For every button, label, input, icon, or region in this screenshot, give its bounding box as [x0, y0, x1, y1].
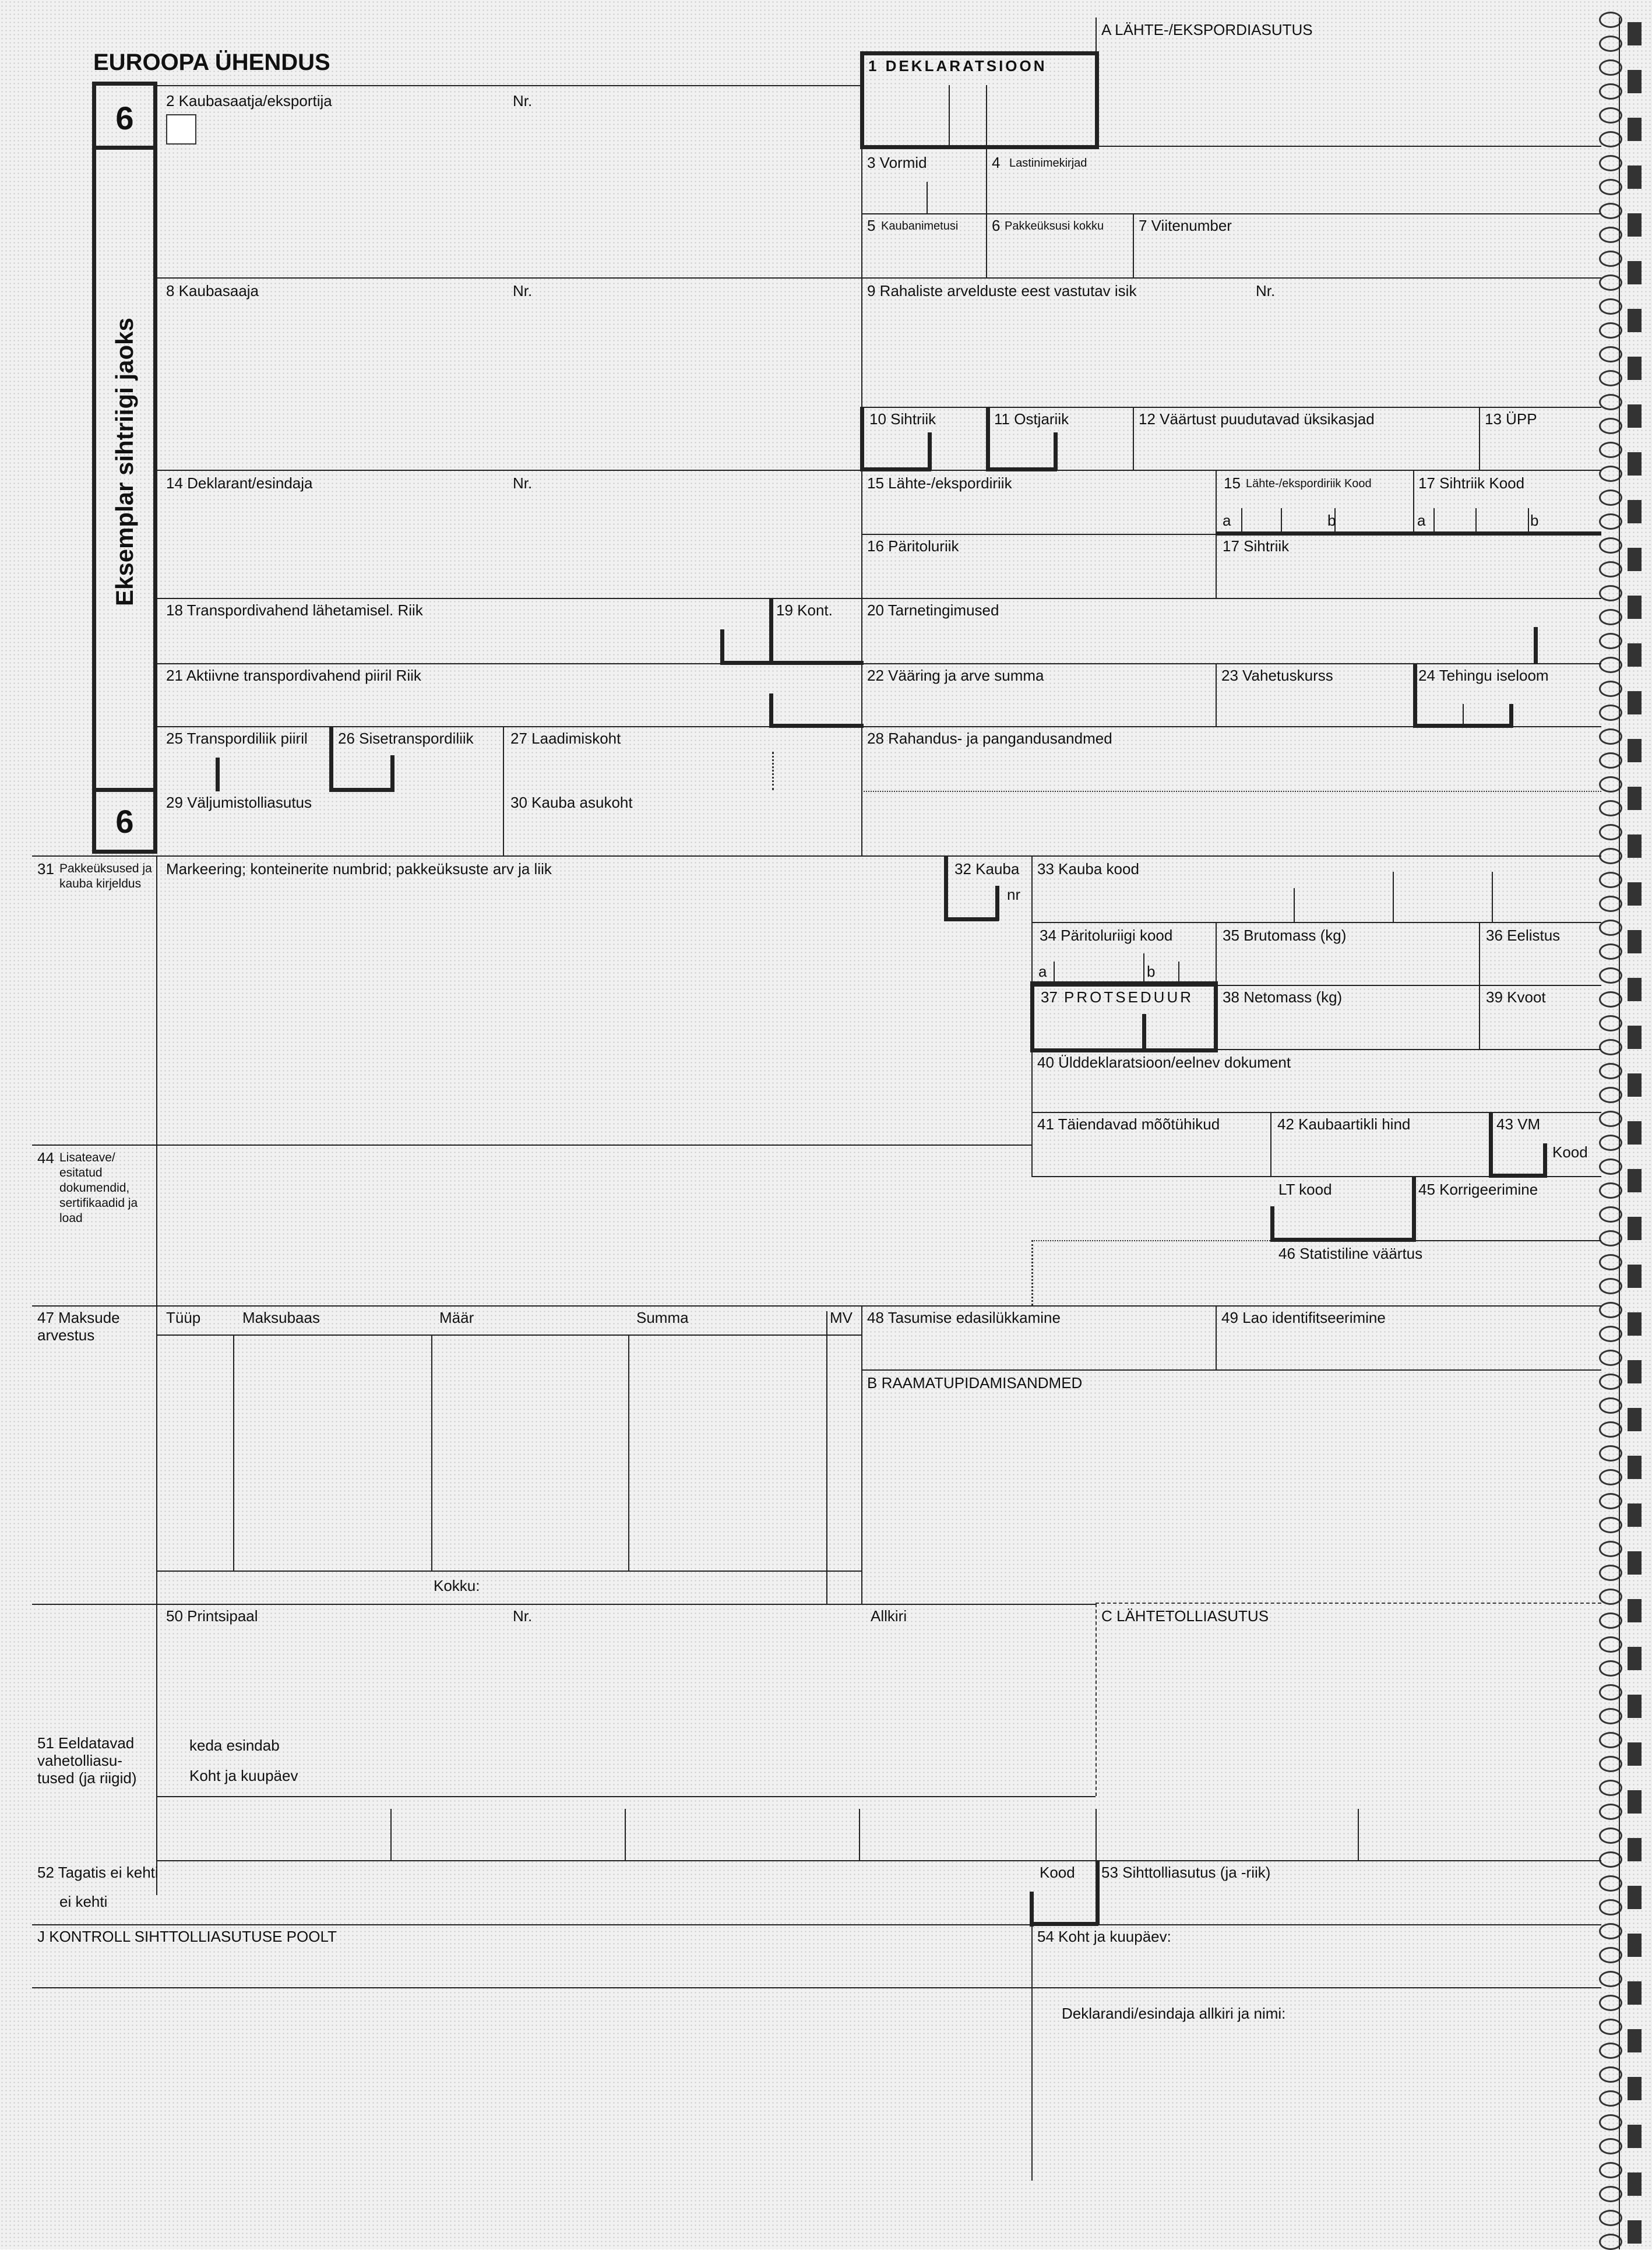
box-43-label: 43 VM	[1496, 1115, 1541, 1133]
box-52-ei-kehti: ei kehti	[59, 1893, 108, 1910]
margin-mark	[1628, 1599, 1642, 1622]
margin-mark	[1628, 1790, 1642, 1814]
keda-esindab: keda esindab	[189, 1737, 280, 1754]
margin-mark	[1628, 1217, 1642, 1240]
box-8-label: 8 Kaubasaaja	[166, 282, 259, 300]
margin-mark	[1628, 1886, 1642, 1909]
box-31-label: Pakkeüksused ja kauba kirjeldus	[59, 862, 152, 890]
box-51-label: 51 Eeldatavad vahetolliasu- tused (ja riigid)	[37, 1734, 137, 1787]
exporter-checkbox[interactable]	[166, 114, 196, 145]
margin-mark	[1628, 978, 1642, 1001]
box-50-allkiri: Allkiri	[871, 1607, 907, 1625]
margin-mark	[1628, 213, 1642, 237]
box-20-label: 20 Tarnetingimused	[867, 601, 999, 619]
box-34-b: b	[1147, 963, 1156, 980]
box-11-label: 11 Ostjariik	[994, 410, 1069, 428]
box-54-signature: Deklarandi/esindaja allkiri ja nimi:	[1062, 2005, 1286, 2022]
col-maksubaas: Maksubaas	[242, 1309, 320, 1326]
margin-mark	[1628, 787, 1642, 810]
box-37-num: 37	[1041, 988, 1058, 1006]
box-29-label: 29 Väljumistolliasutus	[166, 794, 312, 811]
koht-kuupaev-50: Koht ja kuupäev	[189, 1767, 298, 1784]
box-17-b: b	[1530, 512, 1539, 529]
margin-mark	[1628, 691, 1642, 714]
margin-mark	[1628, 643, 1642, 667]
box-24-label: 24 Tehingu iseloom	[1418, 667, 1549, 684]
margin-mark	[1628, 1312, 1642, 1336]
margin-mark	[1628, 2077, 1642, 2100]
margin-mark	[1628, 1981, 1642, 2005]
margin-mark	[1628, 1408, 1642, 1431]
box-14-label: 14 Deklarant/esindaja	[166, 474, 313, 492]
box-3-label: 3 Vormid	[867, 154, 927, 171]
margin-mark	[1628, 834, 1642, 858]
box-10-label: 10 Sihtriik	[869, 410, 936, 428]
box-c-label: C LÄHTETOLLIASUTUS	[1101, 1607, 1269, 1625]
box-a-label: A LÄHTE-/EKSPORDIASUTUS	[1101, 21, 1313, 38]
margin-mark	[1628, 166, 1642, 189]
box-45-lt-kood: LT kood	[1278, 1181, 1332, 1198]
col-mv: MV	[830, 1309, 853, 1326]
box-j-label: J KONTROLL SIHTTOLLIASUTUSE POOLT	[37, 1928, 337, 1945]
margin-mark	[1628, 1934, 1642, 1957]
box-28-label: 28 Rahandus- ja pangandusandmed	[867, 730, 1112, 747]
box-32-nr: nr	[1007, 886, 1021, 903]
margin-mark	[1628, 1265, 1642, 1288]
margin-mark	[1628, 1073, 1642, 1097]
margin-mark	[1628, 1503, 1642, 1527]
margin-mark	[1628, 1695, 1642, 1718]
box-17-code-label: 17 Sihtriik Kood	[1418, 474, 1525, 492]
box-33-label: 33 Kauba kood	[1037, 860, 1139, 878]
box-34-a: a	[1038, 963, 1047, 980]
form-title: EUROOPA ÜHENDUS	[93, 50, 330, 75]
kokku-label: Kokku:	[434, 1577, 480, 1594]
margin-mark	[1628, 1169, 1642, 1192]
box-45-label: 45 Korrigeerimine	[1418, 1181, 1538, 1198]
box-17b-label: 17 Sihtriik	[1223, 537, 1290, 555]
margin-mark	[1628, 261, 1642, 284]
box-14-nr: Nr.	[513, 474, 533, 492]
box-17-a: a	[1417, 512, 1426, 529]
box-15a-a: a	[1223, 512, 1231, 529]
box-22-label: 22 Vääring ja arve summa	[867, 667, 1044, 684]
box-49-label: 49 Lao identifitseerimine	[1221, 1309, 1386, 1326]
margin-mark	[1628, 2125, 1642, 2148]
margin-mark	[1628, 1838, 1642, 1861]
box-16-label: 16 Päritoluriik	[867, 537, 959, 555]
box-2-label: 2 Kaubasaatja/eksportija	[166, 92, 332, 110]
box-4-label: Lastinimekirjad	[1009, 157, 1087, 170]
box-13-label: 13 ÜPP	[1485, 410, 1537, 428]
col-maar: Määr	[439, 1309, 474, 1326]
box-50-nr: Nr.	[513, 1607, 533, 1625]
margin-mark	[1628, 739, 1642, 762]
box-1-label: 1 DEKLARATSIOON	[868, 57, 1047, 75]
box-53-label: 53 Sihttolliasutus (ja -riik)	[1101, 1864, 1271, 1881]
box-6-num: 6	[992, 217, 1001, 234]
box-15-label: 15 Lähte-/ekspordiriik	[867, 474, 1012, 492]
box-15a-num: 15	[1224, 474, 1241, 492]
box-27-label: 27 Laadimiskoht	[510, 730, 621, 747]
box-44-num: 44	[37, 1149, 54, 1167]
box-5-num: 5	[867, 217, 876, 234]
margin-mark	[1628, 1121, 1642, 1145]
box-9-label: 9 Rahaliste arvelduste eest vastutav isik	[867, 282, 1137, 300]
copy-number-bottom: 6	[115, 803, 134, 840]
box-41-label: 41 Täiendavad mõõtühikud	[1037, 1115, 1220, 1133]
margin-mark	[1628, 1456, 1642, 1479]
margin-mark	[1628, 500, 1642, 523]
margin-mark	[1628, 596, 1642, 619]
box-54-label: 54 Koht ja kuupäev:	[1037, 1928, 1171, 1945]
box-42-label: 42 Kaubaartikli hind	[1277, 1115, 1411, 1133]
box-25-label: 25 Transpordiliik piiril	[166, 730, 308, 747]
copy-number-top: 6	[115, 100, 134, 136]
margin-mark	[1628, 1551, 1642, 1575]
margin-mark	[1628, 930, 1642, 953]
box-b-label: B RAAMATUPIDAMISANDMED	[867, 1374, 1083, 1392]
box-35-label: 35 Brutomass (kg)	[1223, 927, 1347, 944]
box-31-num: 31	[37, 860, 54, 878]
margin-mark	[1628, 548, 1642, 571]
box-34-label: 34 Päritoluriigi kood	[1040, 927, 1173, 944]
box-52-label: 52 Tagatis ei kehti	[37, 1864, 158, 1881]
box-8-nr: Nr.	[513, 282, 533, 300]
margin-mark	[1628, 882, 1642, 906]
col-summa: Summa	[636, 1309, 689, 1326]
margin-mark	[1628, 452, 1642, 476]
box-5-label: Kaubanimetusi	[881, 220, 959, 233]
margin-mark	[1628, 70, 1642, 93]
box-15a-label: Lähte-/ekspordiriik Kood	[1246, 477, 1372, 490]
box-31-text: Markeering; konteinerite numbrid; pakkeüksuste arv ja liik	[166, 860, 552, 878]
box-32-label: 32 Kauba	[954, 860, 1020, 878]
box-39-label: 39 Kvoot	[1486, 988, 1546, 1006]
copy-side-label: Eksemplar sihtriigi jaoks	[111, 318, 138, 606]
box-36-label: 36 Eelistus	[1486, 927, 1561, 944]
box-30-label: 30 Kauba asukoht	[510, 794, 633, 811]
box-18-label: 18 Transpordivahend lähetamisel. Riik	[166, 601, 423, 619]
box-15a-b: b	[1327, 512, 1336, 529]
box-52-kood: Kood	[1040, 1864, 1075, 1881]
margin-mark	[1628, 357, 1642, 380]
col-tyyp: Tüüp	[166, 1309, 201, 1326]
box-21-label: 21 Aktiivne transpordivahend piiril Riik	[166, 667, 421, 684]
box-38-label: 38 Netomass (kg)	[1223, 988, 1343, 1006]
box-12-label: 12 Väärtust puudutavad üksikasjad	[1139, 410, 1375, 428]
box-50-label: 50 Printsipaal	[166, 1607, 258, 1625]
box-48-label: 48 Tasumise edasilükkamine	[867, 1309, 1061, 1326]
margin-mark	[1628, 2172, 1642, 2196]
box-9-nr: Nr.	[1256, 282, 1276, 300]
box-44-label: Lisateave/ esitatud dokumendid, sertifikaadid ja load	[59, 1151, 138, 1225]
box-40-label: 40 Ülddeklaratsioon/eelnev dokument	[1037, 1054, 1291, 1071]
box-37-label: PROTSEDUUR	[1064, 988, 1194, 1006]
box-6-label: Pakkeüksusi kokku	[1005, 220, 1104, 233]
margin-mark	[1628, 309, 1642, 332]
margin-mark	[1628, 1647, 1642, 1670]
margin-mark	[1628, 2220, 1642, 2244]
box-19-label: 19 Kont.	[776, 601, 833, 619]
box-4-num: 4	[992, 154, 1001, 171]
margin-mark	[1628, 1742, 1642, 1766]
box-43-kood: Kood	[1552, 1143, 1588, 1161]
box-23-label: 23 Vahetuskurss	[1221, 667, 1333, 684]
margin-mark	[1628, 22, 1642, 45]
margin-mark	[1628, 1026, 1642, 1049]
box-2-nr: Nr.	[513, 92, 533, 110]
box-47-label: 47 Maksude arvestus	[37, 1309, 120, 1344]
margin-mark	[1628, 2029, 1642, 2052]
box-7-label: 7 Viitenumber	[1139, 217, 1232, 234]
margin-mark	[1628, 404, 1642, 428]
margin-mark	[1628, 118, 1642, 141]
margin-mark	[1628, 1360, 1642, 1383]
box-46-label: 46 Statistiline väärtus	[1278, 1245, 1423, 1262]
box-26-label: 26 Sisetranspordiliik	[338, 730, 474, 747]
